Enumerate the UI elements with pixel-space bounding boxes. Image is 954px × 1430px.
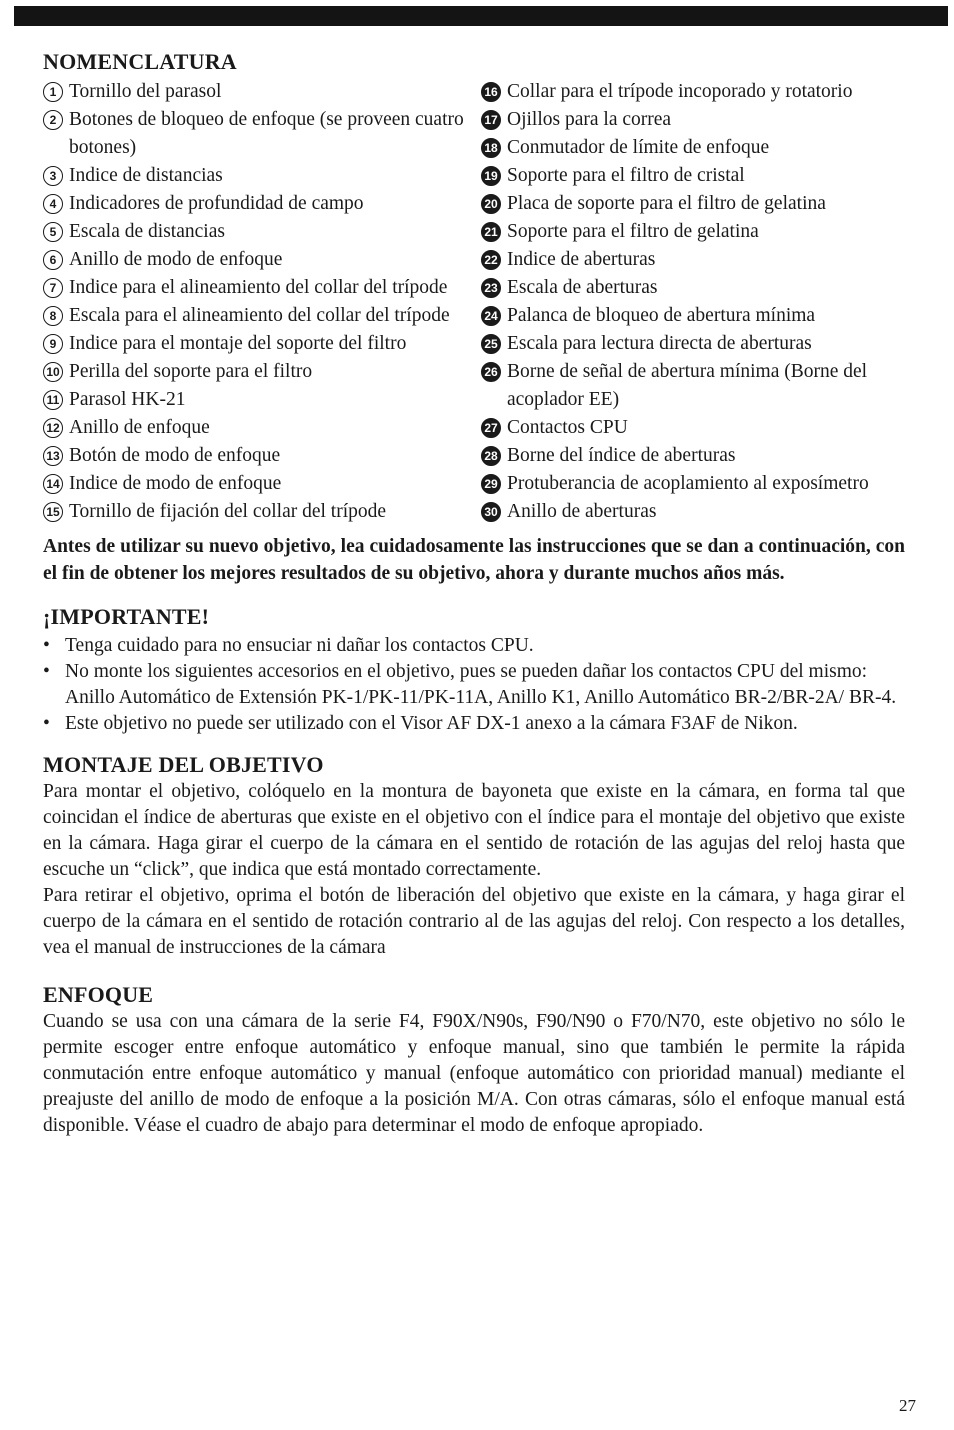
item-number: 14 (43, 474, 63, 494)
list-item (43, 414, 481, 442)
enfoque-heading: ENFOQUE (43, 982, 154, 1007)
item-text: Anillo de modo de enfoque (69, 249, 283, 270)
item-number: 3 (43, 166, 63, 186)
item-text: Placa de soporte para el filtro de gelatina (507, 193, 826, 214)
item-text: Botón de modo de enfoque (69, 445, 281, 466)
item-number: 6 (43, 250, 63, 270)
item-text: Protuberancia de acoplamiento al exposímetro (507, 473, 869, 494)
list-item (43, 442, 481, 470)
item-number: 27 (481, 418, 501, 438)
importante-heading: ¡IMPORTANTE! (43, 604, 210, 629)
item-number: 1 (43, 82, 63, 102)
item-number: 29 (481, 474, 501, 494)
item-number: 20 (481, 194, 501, 214)
list-item (43, 162, 481, 190)
item-text: Anillo de aberturas (507, 501, 657, 522)
item-number: 23 (481, 278, 501, 298)
item-text: Indice para el alineamiento del collar del trípode (69, 277, 448, 298)
nomenclature-columns (43, 78, 905, 526)
item-number: 11 (43, 390, 63, 410)
list-item (481, 358, 905, 414)
list-item (481, 274, 905, 302)
montaje-paragraph-2: Para retirar el objetivo, oprima el botón de liberación del objetivo que existe en la cámara, y haga girar el cuerpo de la cámara en el sentido de rotación contrario al de las agujas del reloj. Con respecto a los detalles, vea el manual de instrucciones de la cámara (43, 885, 905, 958)
page-content (43, 48, 905, 1139)
item-text: Ojillos para la correa (507, 109, 672, 130)
item-text: Indicadores de profundidad de campo (69, 193, 364, 214)
list-item (43, 302, 481, 330)
list-item (481, 414, 905, 442)
list-item (481, 246, 905, 274)
item-text: Borne del índice de aberturas (507, 445, 736, 466)
item-text: Parasol HK-21 (69, 389, 186, 410)
bullet: • (43, 635, 50, 656)
item-text: Indice para el montaje del soporte del filtro (69, 333, 407, 354)
list-item (43, 218, 481, 246)
item-text: Soporte para el filtro de gelatina (507, 221, 759, 242)
item-number: 25 (481, 334, 501, 354)
list-item (43, 358, 481, 386)
item-text: Escala de aberturas (507, 277, 658, 298)
list-item (481, 218, 905, 246)
bullet: • (43, 713, 50, 734)
item-number: 7 (43, 278, 63, 298)
item-number: 26 (481, 362, 501, 382)
item-number: 19 (481, 166, 501, 186)
item-number: 24 (481, 306, 501, 326)
list-item (43, 106, 481, 162)
item-text: Escala de distancias (69, 221, 225, 242)
bullet-main-text: No monte los siguientes accesorios en el objetivo, pues se pueden dañar los contactos CPU del mismo: (65, 661, 868, 682)
item-number: 13 (43, 446, 63, 466)
bullet-sub-text: Anillo Automático de Extensión PK-1/PK-11/PK-11A, Anillo K1, Anillo Automático BR-2/BR-2A/ BR-4. (65, 687, 897, 708)
item-number: 8 (43, 306, 63, 326)
enfoque-paragraph: Cuando se usa con una cámara de la serie F4, F90X/N90s, F90/N90 o F70/N70, este objetivo no sólo le permite escoger entre enfoque automático y enfoque manual, sino que también le permite la rápida conmutación entre enfoque automático y manual (enfoque automático con prioridad manual) mediante el preajuste del anillo de modo de enfoque a la posición M/A. Con otras cámaras, sólo el enfoque manual está disponible. Véase el cuadro de abajo para determinar el modo de enfoque apropiado. (43, 1011, 905, 1136)
item-number: 9 (43, 334, 63, 354)
bullet-text (65, 659, 905, 711)
list-item (481, 302, 905, 330)
montaje-section (43, 751, 905, 961)
list-item (43, 633, 905, 659)
enfoque-section (43, 981, 905, 1139)
list-item (43, 711, 905, 737)
nomenclature-left-list (43, 78, 481, 526)
list-item (43, 386, 481, 414)
item-number: 12 (43, 418, 63, 438)
item-text: Escala para lectura directa de aberturas (507, 333, 812, 354)
list-item (481, 442, 905, 470)
item-text: Perilla del soporte para el filtro (69, 361, 313, 382)
nomenclatura-heading: NOMENCLATURA (43, 49, 237, 74)
list-item (43, 78, 481, 106)
item-text: Borne de señal de abertura mínima (Borne del acoplador EE) (507, 361, 868, 410)
item-number: 17 (481, 110, 501, 130)
item-text: Soporte para el filtro de cristal (507, 165, 745, 186)
item-text: Anillo de enfoque (69, 417, 210, 438)
montaje-heading: MONTAJE DEL OBJETIVO (43, 752, 324, 777)
item-text: Collar para el trípode incoporado y rotatorio (507, 81, 853, 102)
item-text: Palanca de bloqueo de abertura mínima (507, 305, 816, 326)
list-item (481, 78, 905, 106)
intro-paragraph: Antes de utilizar su nuevo objetivo, lea cuidadosamente las instrucciones que se dan a continuación, con el fin de obtener los mejores resultados de su objetivo, ahora y durante muchos años más. (43, 536, 905, 584)
list-item (481, 470, 905, 498)
bullet-text: Tenga cuidado para no ensuciar ni dañar los contactos CPU. (65, 635, 534, 656)
item-number: 16 (481, 82, 501, 102)
list-item (43, 659, 905, 711)
item-text: Botones de bloqueo de enfoque (se proveen cuatro botones) (69, 109, 464, 158)
item-text: Conmutador de límite de enfoque (507, 137, 770, 158)
item-number: 10 (43, 362, 63, 382)
item-text: Indice de distancias (69, 165, 223, 186)
list-item (43, 274, 481, 302)
list-item (43, 190, 481, 218)
item-text: Tornillo del parasol (69, 81, 222, 102)
item-number: 2 (43, 110, 63, 130)
page-number: 27 (899, 1396, 916, 1415)
item-number: 4 (43, 194, 63, 214)
item-number: 18 (481, 138, 501, 158)
item-number: 30 (481, 502, 501, 522)
list-item (481, 190, 905, 218)
list-item (43, 246, 481, 274)
importante-section (43, 603, 905, 737)
list-item (481, 106, 905, 134)
list-item (43, 330, 481, 358)
item-text: Contactos CPU (507, 417, 628, 438)
top-black-bar (14, 6, 948, 26)
nomenclature-right-list (481, 78, 905, 526)
item-number: 15 (43, 502, 63, 522)
list-item (481, 162, 905, 190)
item-text: Indice de aberturas (507, 249, 656, 270)
item-number: 21 (481, 222, 501, 242)
montaje-paragraph-1: Para montar el objetivo, colóquelo en la montura de bayoneta que existe en la cámara, en forma tal que coincidan el índice de aberturas que existe en el objetivo con el índice para el montaje del objetivo que existe en la cámara. Haga girar el cuerpo de la cámara en el sentido de rotación de las agujas del reloj hasta que escuche un “click”, que indica que está montado correctamente. (43, 781, 905, 880)
item-text: Indice de modo de enfoque (69, 473, 282, 494)
item-number: 28 (481, 446, 501, 466)
importante-list (43, 633, 905, 737)
list-item (43, 498, 481, 526)
bullet: • (43, 661, 50, 682)
list-item (481, 330, 905, 358)
list-item (481, 134, 905, 162)
list-item (43, 470, 481, 498)
list-item (481, 498, 905, 526)
bullet-text: Este objetivo no puede ser utilizado con el Visor AF DX-1 anexo a la cámara F3AF de Nikon. (65, 713, 798, 734)
item-text: Escala para el alineamiento del collar del trípode (69, 305, 450, 326)
item-number: 22 (481, 250, 501, 270)
item-text: Tornillo de fijación del collar del trípode (69, 501, 387, 522)
item-number: 5 (43, 222, 63, 242)
